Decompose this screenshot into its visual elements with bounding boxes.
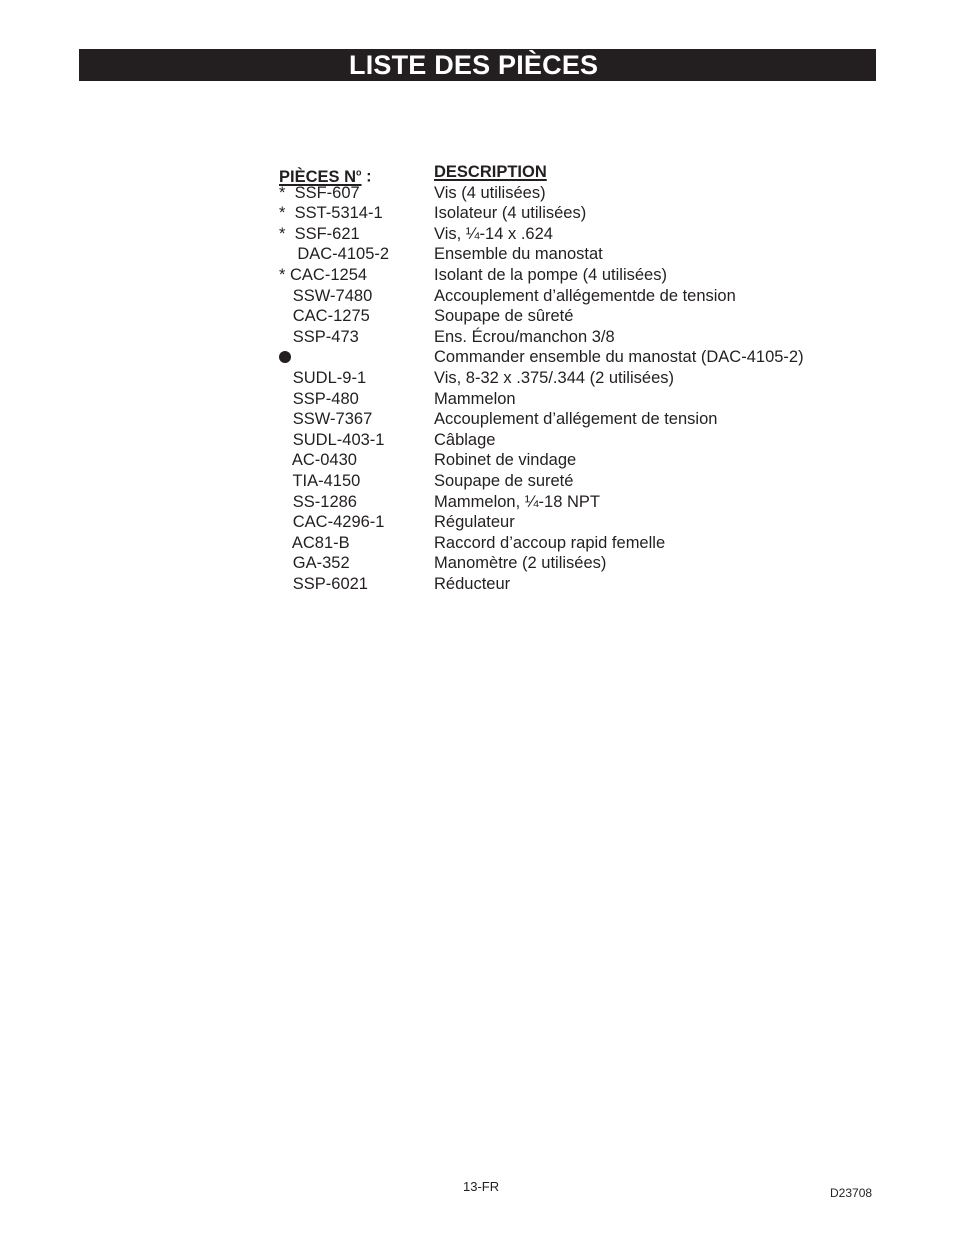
part-code: CAC-4296-1 [292,513,385,532]
parts-row [279,286,859,307]
title-bar [79,49,876,81]
part-prefix [279,493,293,511]
part-prefix [279,245,297,263]
part-number [279,306,370,327]
part-number [279,533,350,554]
part-prefix: * [279,204,295,223]
parts-row [279,347,859,368]
part-prefix [279,287,293,305]
part-code: AC81-B [291,533,350,552]
part-prefix: * [279,224,295,243]
part-description: Manomètre (2 utilisées) [434,554,607,573]
parts-row [279,224,859,245]
description-column-header: DESCRIPTION [434,163,547,181]
parts-row [279,183,859,204]
part-code: SUDL-9-1 [292,368,367,387]
part-code: DAC-4105-2 [297,245,390,264]
part-code: SSP-473 [292,327,359,346]
parts-list [279,162,859,594]
bullet-icon [279,351,291,363]
parts-row [279,327,859,348]
part-code: SS-1286 [292,492,357,511]
part-description: Accouplement d’allégementde de tension [434,286,736,305]
part-code: TIA-4150 [292,471,361,490]
part-description: Commander ensemble du manostat (DAC-4105-2) [434,348,804,367]
part-number [279,574,368,595]
part-number [279,492,357,513]
parts-row [279,244,859,265]
parts-row [279,553,859,574]
part-prefix [279,513,293,531]
part-number [279,327,359,348]
part-code: SSP-480 [292,389,359,408]
parts-row [279,368,859,389]
part-number [279,368,366,389]
parts-row [279,430,859,451]
part-code: SSW-7480 [292,286,373,305]
part-description: Isolant de la pompe (4 utilisées) [434,265,667,284]
parts-row [279,265,859,286]
part-description: Mammelon, ¼-18 NPT [434,492,600,511]
parts-row [279,306,859,327]
parts-list-header [279,162,859,186]
page-number: 13-FR [463,1179,500,1194]
part-code: SSF-621 [294,224,360,243]
part-number [279,203,383,224]
part-prefix: * [279,183,295,202]
parts-row [279,450,859,471]
part-code: CAC-1254 [290,265,368,284]
part-prefix [279,472,292,490]
part-prefix [279,534,292,552]
part-description: Vis, ¼-14 x .624 [434,224,553,243]
part-prefix: * [279,265,291,284]
parts-list-rows [279,183,859,595]
part-number [279,430,384,451]
part-prefix [279,369,293,387]
parts-row [279,533,859,554]
part-prefix [279,575,293,593]
part-number [279,450,357,471]
part-prefix [279,390,293,408]
parts-row [279,203,859,224]
part-description: Accouplement d’allégement de tension [434,410,718,429]
parts-row [279,512,859,533]
part-description: Régulateur [434,513,515,532]
part-prefix [279,451,292,469]
part-code: SSP-6021 [292,574,368,593]
part-prefix [279,410,293,428]
part-code: SSW-7367 [292,410,373,429]
part-prefix [279,431,293,449]
part-code: SST-5314-1 [294,204,383,223]
parts-row [279,471,859,492]
part-number [279,183,360,204]
part-code: AC-0430 [291,451,357,470]
part-number [279,347,291,368]
part-description: Ens. Écrou/manchon 3/8 [434,327,615,346]
part-description: Mammelon [434,389,516,408]
part-number [279,553,350,574]
parts-row [279,409,859,430]
part-description: Câblage [434,430,496,449]
part-code: SUDL-403-1 [292,430,385,449]
parts-row [279,389,859,410]
parts-row [279,574,859,595]
part-description: Vis, 8-32 x .375/.344 (2 utilisées) [434,368,674,387]
part-number [279,244,389,265]
part-prefix [279,328,293,346]
part-number [279,265,367,286]
page-title: LISTE DES PIÈCES [349,50,599,80]
part-code: SSF-607 [294,183,360,202]
part-description: Ensemble du manostat [434,245,603,264]
part-description: Isolateur (4 utilisées) [434,204,587,223]
part-number [279,471,360,492]
part-description: Réducteur [434,574,511,593]
part-description: Vis (4 utilisées) [434,183,546,202]
document-code: D23708 [830,1186,873,1200]
part-number-column-header: PIÈCES $N^o$ : [279,167,372,186]
part-description: Soupape de sureté [434,471,574,490]
parts-row [279,492,859,513]
part-number [279,512,384,533]
part-code: CAC-1275 [292,307,370,326]
part-number [279,224,360,245]
part-number [279,389,359,410]
part-prefix [279,554,293,572]
part-description: Soupape de sûreté [434,307,574,326]
part-number [279,409,372,430]
part-description: Raccord d’accoup rapid femelle [434,533,666,552]
part-description: Robinet de vindage [434,451,577,470]
part-prefix [279,307,293,325]
part-number [279,286,372,307]
part-code: GA-352 [292,554,350,573]
